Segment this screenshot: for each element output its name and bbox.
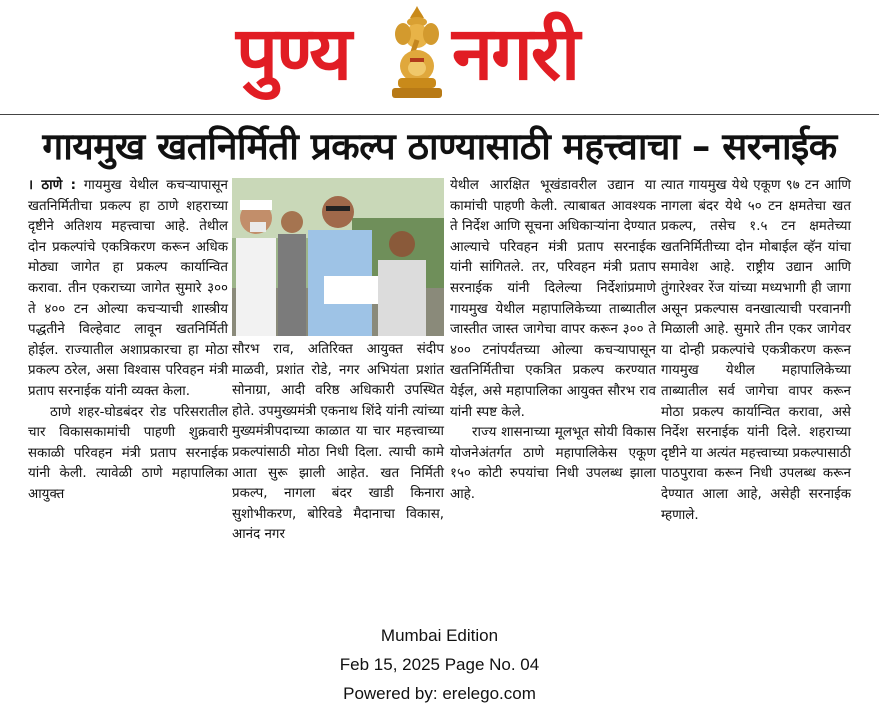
article-headline: गायमुख खतनिर्मिती प्रकल्प ठाण्यासाठी महत्त्वाचा – सरनाईक [42,125,837,168]
article-photo [232,178,444,336]
article-paragraph: येथील आरक्षित भूखंडावरील उद्यान या कामांची पाहणी केली. त्याबाबत आवश्यक ते निर्देश आणि सूचना अधिकाऱ्यांना देण्यात आल्याचे परिवहन मंत्री प्रताप सरनाईक यांनी सांगितले. तर, परिवहन मंत्री प्रताप सरनाईक यांनी दिलेल्या निर्देशांप्रमाणे गायमुख येथील महापालिकेच्या ताब्यातील जास्तीत जास्त जागेचा वापर करून ३०० ते ४०० टनांपर्यंतच्या ओल्या कचऱ्यापासून खतनिर्मितीचा एकत्रित प्रकल्प करण्यात येईल, असे महापालिका आयुक्त सौरभ राव यांनी स्पष्ट केले. [450,178,656,420]
article-paragraph: सौरभ राव, अतिरिक्त आयुक्त संदीप माळवी, प्रशांत रोडे, नगर अभियंता प्रशांत सोनाग्रा, आदी वरिष्ठ अधिकारी उपस्थित होते. उपमुख्यमंत्री एकनाथ शिंदे यांनी त्यांच्या मुख्यमंत्रीपदाच्या काळात या चार महत्त्वाच्या प्रकल्पांसाठी मोठा निधी दिला. त्याची कामे आता सुरू झाली आहेत. खत निर्मिती प्रकल्प, नागला बंदर खाडी किनारा सुशोभीकरण, बोरिवडे मैदानाचा विकास, आनंद नगर [232,342,444,543]
masthead [0,0,879,112]
article-column-4 [661,176,851,526]
ganesh-idol-icon [384,4,450,100]
footer-edition: Mumbai Edition [380,626,499,645]
masthead-title-right: नगरी [452,11,579,97]
article-paragraph [28,176,228,403]
article-column-1 [28,176,228,506]
masthead-title-left: पुण्य [236,11,351,97]
footer-date-page: Feb 15, 2025 Page No. 04 [339,655,540,674]
photo-image [232,178,444,336]
paragraph-text: गायमुख येथील कचऱ्यापासून खतनिर्मितीचा प्रकल्प हा ठाणे शहराच्या दृष्टीने अतिशय महत्त्वाचा आहे. तेथील दोन प्रकल्पांचे एकत्रिकरण करून अधिक मोठ्या जागेत हा प्रकल्प कार्यान्वित करावा. तीन एकराच्या जागेत सुमारे ३०० ते ४०० टन ओल्या कचऱ्याची शास्त्रीय पद्धतीने विल्हेवाट लावून खतनिर्मिती होईल. राज्यातील अशाप्रकारचा हा मोठा प्रकल्प ठरेल, असा विश्वास परिवहन मंत्री प्रताप सरनाईक यांनी व्यक्त केला. [28,178,228,399]
article-paragraph: राज्य शासनाच्या मूलभूत सोयी विकास योजनेअंतर्गत ठाणे महापालिकेस एकूण १५० कोटी रुपयांचा निधी उपलब्ध झाला आहे. [450,425,656,502]
article-column-3 [450,176,656,506]
article-paragraph: ठाणे शहर-घोडबंदर रोड परिसरातील चार विकासकामांची पाहणी शुक्रवारी सकाळी परिवहन मंत्री प्रताप सरनाईक यांनी केली. त्यावेळी ठाणे महापालिका आयुक्त [28,404,228,502]
article-column-2 [232,340,444,546]
masthead-divider [0,114,879,115]
dateline: । ठाणे : [28,178,76,193]
article-paragraph: त्यात गायमुख येथे एकूण ९७ टन आणि नागला बंदर येथे ५० टन क्षमतेचा खत प्रकल्प, तसेच १.५ टन क्षमतेच्या खतनिर्मितीच्या दोन मोबाईल व्हॅन यांचा समावेश आहे. राष्ट्रीय उद्यान आणि तुंगारेश्वर रेंज यांच्या मध्यभागी ही जागा असून प्रकल्पास वनखात्याची परवानगी मिळाली आहे. सुमारे तीन एकर जागेवर या दोन्ही प्रकल्पांचे एकत्रीकरण करून गायमुख येथील महापालिकेच्या ताब्यातील सर्व जागेचा वापर करून मोठा प्रकल्प कार्यान्वित करावा, असे निर्देश सरनाईक यांनी दिले. शहराच्या दृष्टीने या अत्यंत महत्त्वाच्या प्रकल्पासाठी पाठपुरावा करून निधी उपलब्ध करून देण्यात आला आहे, असेही सरनाईक म्हणाले. [661,178,851,523]
footer-powered-by: Powered by: erelego.com [343,684,536,703]
